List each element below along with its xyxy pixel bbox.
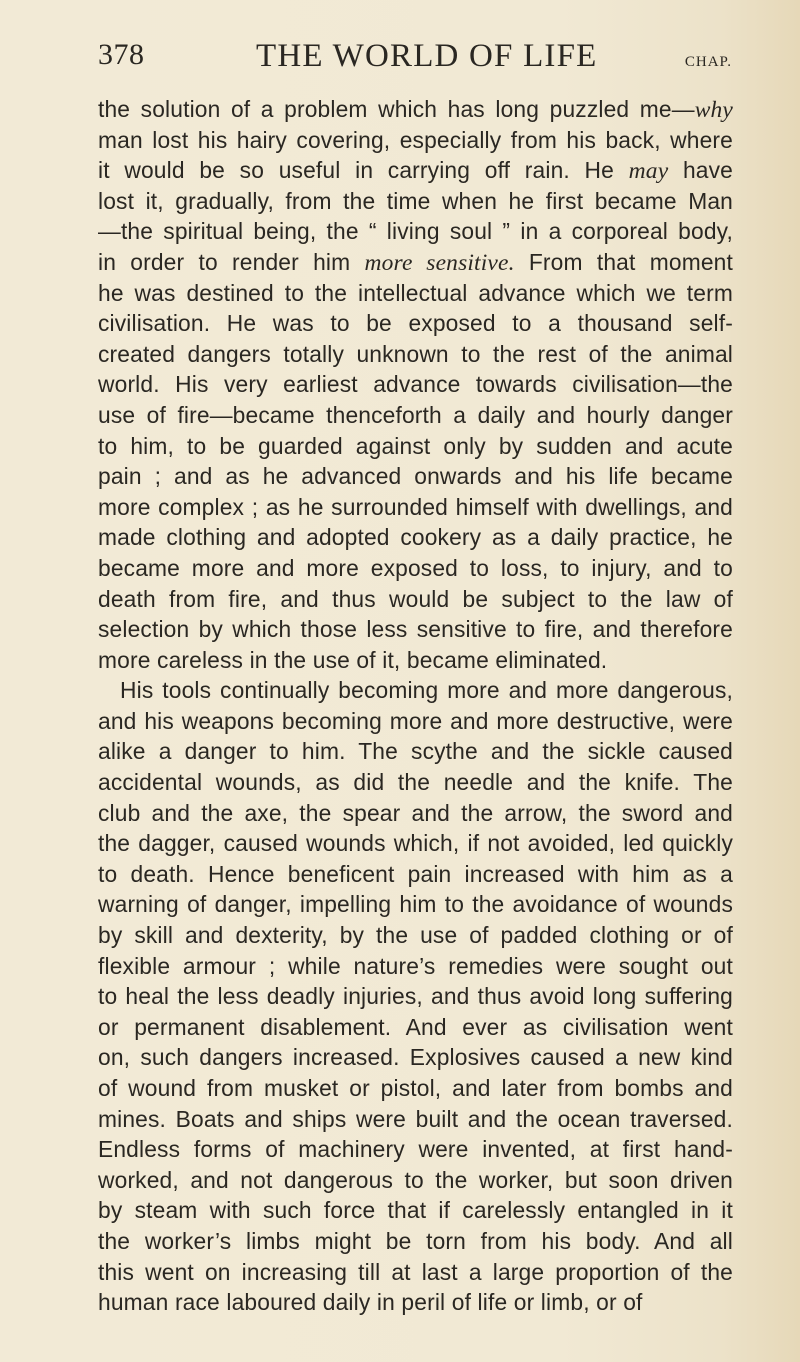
text-segment: worked, and not dangerous to the worker, but soon driven: [98, 1166, 733, 1193]
text-line: [98, 1134, 733, 1165]
text-segment: human race laboured daily in peril of life or limb, or of: [98, 1289, 643, 1316]
text-line: [98, 920, 733, 951]
text-line: [98, 400, 733, 431]
text-line: [98, 308, 733, 339]
text-segment: club and the axe, the spear and the arrow, the sword and: [98, 799, 733, 826]
chapter-label: CHAP.: [684, 54, 732, 70]
text-line: [98, 1012, 733, 1043]
text-segment: accidental wounds, as did the needle and the knife. The: [98, 769, 733, 796]
text-segment: more complex ; as he surrounded himself with dwellings, and: [98, 493, 733, 520]
text-segment: the dagger, caused wounds which, if not avoided, led quickly: [98, 830, 733, 857]
text-line: [98, 614, 733, 645]
text-line: [98, 889, 733, 920]
text-segment: man lost his hairy covering, especially from his back, where: [98, 126, 733, 153]
text-segment: he was destined to the intellectual advance which we term: [98, 279, 733, 306]
text-line: [98, 951, 733, 982]
text-segment: to heal the less deadly injuries, and thus avoid long suffering: [98, 983, 733, 1010]
text-segment: mines. Boats and ships were built and the ocean traversed.: [98, 1105, 733, 1132]
text-segment: more careless in the use of it, became eliminated.: [98, 646, 608, 673]
text-line: [98, 1287, 733, 1318]
text-line: [98, 706, 733, 737]
text-segment: made clothing and adopted cookery as a daily practice, he: [98, 524, 733, 551]
text-segment: death from fire, and thus would be subject to the law of: [98, 585, 733, 612]
text-segment: —the spiritual being, the “ living soul ” in a corporeal body,: [98, 218, 733, 245]
text-segment: From that moment: [514, 248, 733, 275]
text-line: [98, 981, 733, 1012]
text-segment: and his weapons becoming more and more destructive, were: [98, 707, 733, 734]
text-segment: this went on increasing till at last a large proportion of the: [98, 1258, 733, 1285]
text-segment: it would be so useful in carrying off rain. He: [98, 157, 629, 184]
text-line: [98, 767, 733, 798]
text-line: [98, 369, 733, 400]
text-segment: of wound from musket or pistol, and later from bombs and: [98, 1075, 733, 1101]
text-line: [98, 1073, 733, 1104]
text-segment: pain ; and as he advanced onwards and his life became: [98, 463, 733, 490]
text-line: [98, 216, 733, 247]
text-segment: have: [668, 157, 733, 184]
text-line: [98, 1226, 733, 1257]
text-line: [98, 1165, 733, 1196]
text-segment: the worker’s limbs might be torn from his body. And all: [98, 1227, 733, 1254]
text-line: [98, 645, 733, 676]
running-title: THE WORLD OF LIFE: [256, 38, 598, 74]
text-line: [98, 859, 733, 890]
text-line: [98, 155, 733, 186]
text-line: [98, 278, 733, 309]
text-line: [98, 584, 733, 615]
text-line: [98, 492, 733, 523]
text-line: [98, 1042, 733, 1073]
page-header: [98, 38, 730, 88]
text-segment: flexible armour ; while nature’s remedies were sought out: [98, 952, 733, 979]
text-line: [98, 94, 733, 125]
text-segment: the solution of a problem which has long puzzled me—: [98, 96, 695, 122]
text-line: [98, 736, 733, 767]
text-line: [98, 675, 733, 706]
text-segment: to him, to be guarded against only by sudden and acute: [98, 432, 733, 459]
italic-text: more sensitive.: [364, 249, 515, 276]
text-line: [98, 522, 733, 553]
text-segment: by skill and dexterity, by the use of padded clothing or of: [98, 922, 733, 949]
text-segment: by steam with such force that if carelessly entangled in it: [98, 1197, 733, 1224]
text-segment: warning of danger, impelling him to the avoidance of wounds: [98, 891, 733, 918]
text-line: [98, 798, 733, 829]
text-segment: or permanent disablement. And ever as civilisation went: [98, 1013, 733, 1040]
text-line: [98, 1195, 733, 1226]
text-segment: world. His very earliest advance towards civilisation—the: [98, 371, 733, 398]
text-segment: to death. Hence beneficent pain increased with him as a: [98, 860, 733, 887]
text-segment: alike a danger to him. The scythe and the sickle caused: [98, 738, 733, 765]
text-segment: created dangers totally unknown to the rest of the animal: [98, 340, 733, 367]
text-line: [98, 125, 733, 156]
text-line: [98, 431, 733, 462]
text-segment: lost it, gradually, from the time when he first became Man: [98, 187, 733, 214]
text-segment: on, such dangers increased. Explosives caused a new kind: [98, 1044, 733, 1071]
text-segment: His tools continually becoming more and more dangerous,: [120, 677, 733, 704]
text-segment: became more and more exposed to loss, to injury, and to: [98, 554, 733, 581]
italic-text: why: [694, 97, 733, 123]
text-line: [98, 461, 733, 492]
text-segment: selection by which those less sensitive to fire, and therefore: [98, 616, 733, 643]
text-line: [98, 186, 733, 217]
text-line: [98, 1257, 733, 1288]
page-number: 378: [98, 38, 145, 71]
text-line: [98, 247, 733, 278]
text-line: [98, 553, 733, 584]
text-segment: civilisation. He was to be exposed to a thousand self-: [98, 310, 733, 337]
text-line: [98, 1104, 733, 1135]
text-line: [98, 828, 733, 859]
text-segment: use of fire—became thenceforth a daily and hourly danger: [98, 401, 733, 428]
text-line: [98, 339, 733, 370]
text-segment: Endless forms of machinery were invented, at first hand-: [98, 1136, 733, 1163]
body-text: [98, 94, 733, 1318]
italic-text: may: [628, 158, 669, 185]
text-segment: in order to render him: [98, 248, 365, 275]
